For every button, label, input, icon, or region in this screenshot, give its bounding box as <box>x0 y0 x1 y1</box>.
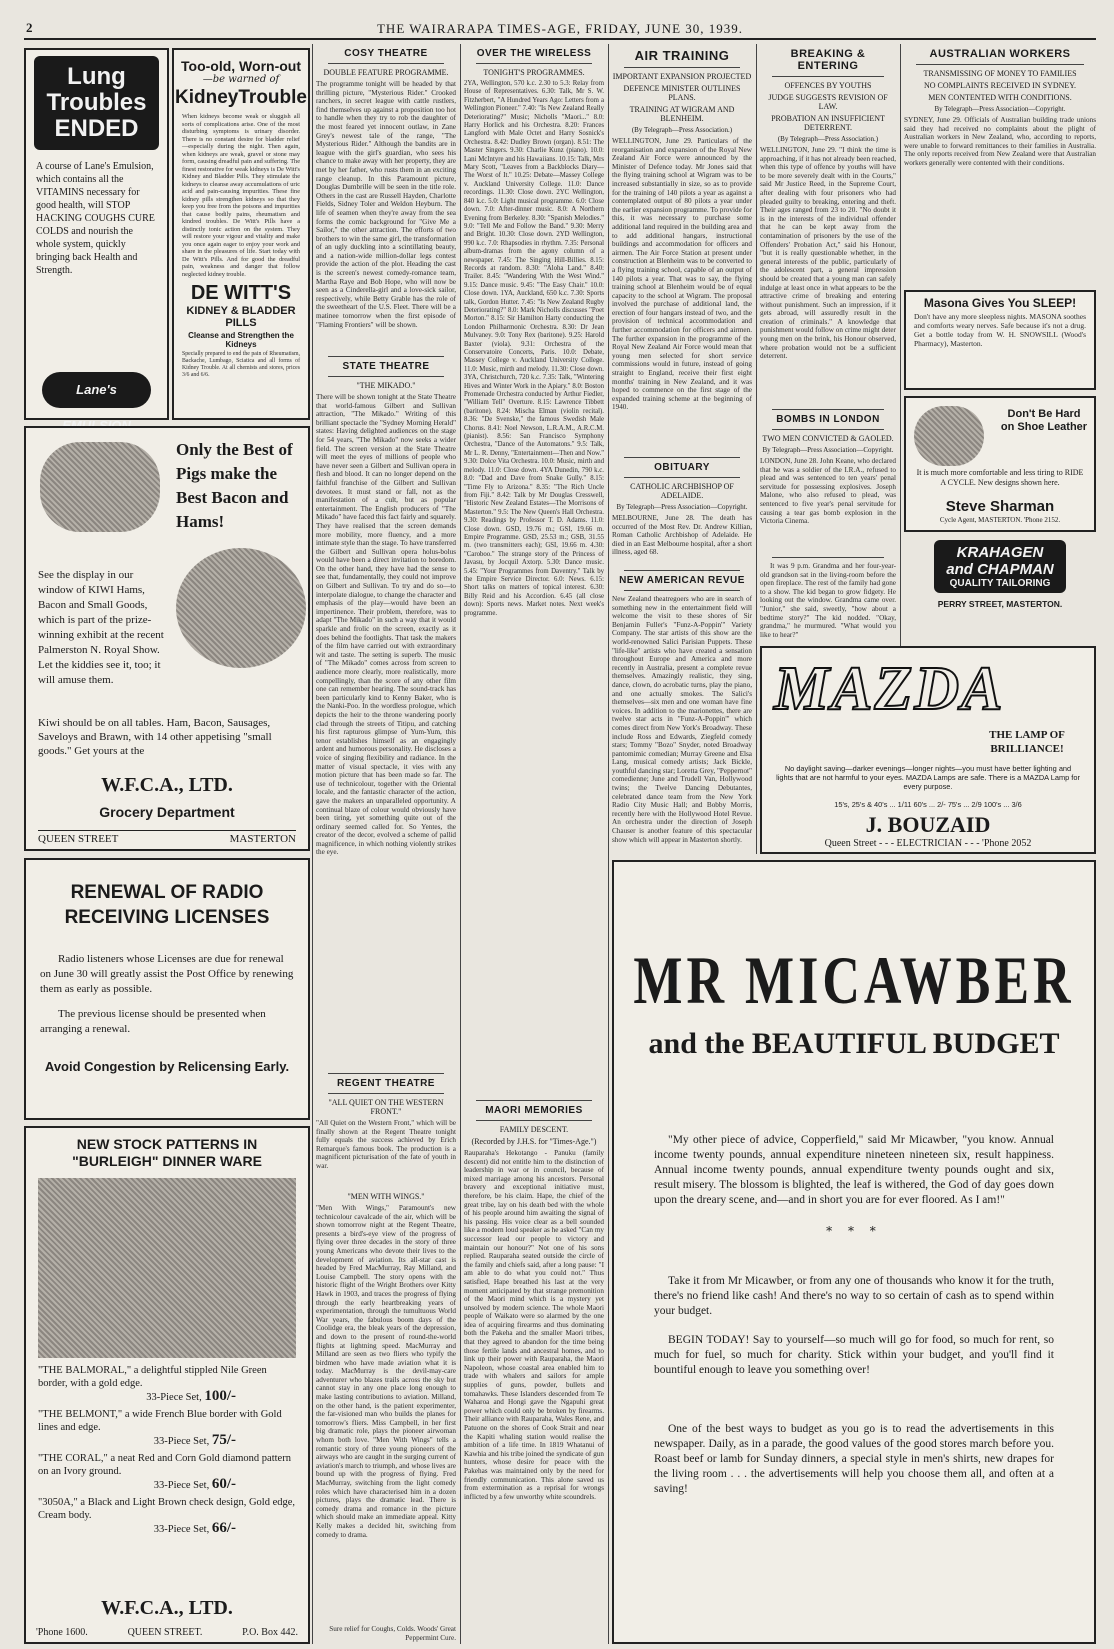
state-body: There will be shown tonight at the State Theatre that world-famous Gilbert and Sullivan attraction, "The Mikado." Writing of this brilliant spectacle the "Sydney Morning Herald" states: Having delighted audiences on the stage for 54 years, "The Mikado" now seeks a wider field. The screen version at the State Theatre will meet the eyes of millions of people who have never seen a Gilbert and Sullivan opera in flesh and blood. It can no longer depend on the faithful franchise of the Gilbert and Sullivan devotees. It must stand or fall, not as the manifestation of a cult, but as popular entertainment. The English producers of "The Mikado" have faced this fact fairly and squarely. They have realised that the screen demands more mobility, more fluency, and a more intimate style than the stage. To have transferred the Gilbert and Sullivan opera holus-bolus would have been a direct invitation to boredom. On the other hand, they have had the sense to see that, fundamentally, they could not improve on Gilbert and Sullivan. To try and do so—to interpolate dialogue, to change the character and emphasis of the play—would have been an impertinence. Their problem, therefore, was to adapt "The Mikado" in such a way that it would sparkle and frolic on the screen, exactly as it does behind the footlights. That task the makers of the film have carried out with extraordinary wit and taste. The setting is superb. The music of "The Mikado" comes across from screen to audience more clearly, more realistically, more compellingly, than the score of any other film one can remember hearing. The sound-track has been particularly kind to Kenny Baker, who is the Nanki-Poo. In the wordless prologue, which depicts the heir to the throne wandering poorly clad through the streets of Titipu, and catching his first rapturous glimpse of Yum-Yum, this tenor establishes himself as an engagingly ardent and humorous personality. He discloses a voice of singing flexibility and radiance. In the matter of visual spectacle, it vies with any motion picture that has been made so far. The use of technicolour, together with the Oriental locale, and the fantastic character of the action, gave the makers an unparalleled opportunity. A continual blaze of colour would obviously have been tiring, yet something quite out of the ordinary seemed called for. So Yentes, the creator of the decor, evolved a scheme of pallid magnificence, in which nothing violently strikes the eye. <box>316 393 456 857</box>
dewitts-line3: KidneyTrouble <box>175 87 307 108</box>
lanes-logo: Lane's <box>42 372 151 408</box>
krahagen-chapman-ad <box>904 540 1096 632</box>
wireless-body: 2YA, Wellington, 570 k.c. 2.30 to 5.3: Relay from House of Representatives. 6.30: Talk, Mr S. W. Fitzherbert, "A Hundred Years Ago: Letters from a Wellington Pioneer." 7.40: "Is New Zealand Really Deteriorating?" Music; Nicholls "Maori..." 8.0: Harry Horlick and his Orchestra. 8.20: Frances Langford with Male Octet and Harry Sosnick's Orchestra. 8.42: Dudley Brown (organ). 8.51: The Master Singers. 9.30: Charlie Kunz (piano). 10.0: Lani McIntyre and his Hawaiians. 10.15: Talk, Mrs Mary Scott, "Leaves from a Backblocks Diary—The Worst of It." 10.25: Debate—Massey College v. Auckland University College. 11.0: Dance recordings. 11.30: Close down. 2YC Wellington, 840 k.c. 5.0: Light musical programme. 6.0: Close down. 7.0: After-dinner music. 8.0: A Northern Evening from Berkeley. 8.30: "Spanish Melodies." 9.0: "Tell Me and Follow the Band." 9.30: Merry and Bright. 10.30: Close down. 2YD Wellington, 990 k.c. 7.0: Rhapsodies in rhythm. 7.35: Personal album-dramas from the agony column of a newspaper. 7.45: The Singing Hill-Billies. 8.15: Records at random. 8.30: "Aloha Land." 8.40: Trailer. 8.45: "Wandering With the West Wind." 9.15: Dance music. 9.45: "The Easy Chair." 10.0: Close down. 1YA, Auckland, 650 k.c. 7.30: Sports talk, Gordon Hutter. 7.45: "Is New Zealand Rugby Deteriorating?" 8.0: Mark Nicholls discusses "Poet Morton." 8.15: Sir Hamilton Harty conducting the London Philharmonic Orchestra. 8.30: Dr Jean Mulvaney. 9.0: Tony Rex (baritone). 9.25: Harold Baxter (viola). 9.31: Orchestra of the Conservatoire Concerts, Paris. 10.0: Debate, Massey College v. Auckland University College. 11.0: Music, mirth and melody. 11.30: Close down. 3YA, Christchurch, 720 k.c. 7.35: Talk, "Wintering Hives and Winter Work in the Apiary." 8.0: Boston Promenade Orchestra conducted by Arthur Fiedler, "William Tell" Overture. 8.15: Lawrence Tibbett (baritone). 8.24: Mischa Elman (violin recital). 8.36: "De Svenske," the famous Swedish Male Chorus. 8.41: Noel Newson, L.R.A.M., A.R.C.M. (pianist). 8.56: San Francisco Symphony Orchestra, "Dance of the Automatons." 9.5: Talk, Mr L. R. Denny, "Entertainment—Then and Now." 9.30: Dolce Vita Orchestra. 10.0: Music, mirth and melody. 11.0: Close down. 4YA Dunedin, 790 k.c. 8.0: "Dad and Dave from Snake Gully." 8.15: "Time Fly to Arizona." 8.35: "The Rich Uncle from Fiji." 8.42: Talk by Mr Douglas Cresswell, "Historic New Zealand Estates—The Morrisons of Masterton." 9.5: The New Queen's Hall Orchestra. 9.30: Readings by Professor T. D. Adams. 11.0: Close down. GSD, 19.76 m.; GSI, 19.66 m. Empire Programme. GSD, 25.53 m.; GSB, 31.55 m. (two transmitters each); GSI, 19.66 m. 4.30: "Caroboo." The strange story of the Princess of Javasu, by Jocquil Axtorp. 5.30: Dance music. 5.45: "Your Programmes from Daventry." Talk by the Empire Service Director. 6.0: News. 6.15: Short talks on matters of topical interest. 6.30: Billy Reid and his Accordion. 6.45 (all close down): Sports news. Market notes. Next week's programme. <box>464 80 604 617</box>
sharman-sub: Cycle Agent, MASTERTON. 'Phone 2152. <box>939 516 1061 524</box>
grocery-dept: Grocery Department <box>99 804 235 820</box>
state-heading: STATE THEATRE <box>342 361 430 372</box>
burleigh-item-desc: "3050A," a Black and Light Brown check design, Gold edge, Cream body. <box>38 1497 296 1521</box>
cosy-heading: COSY THEATRE <box>344 48 428 59</box>
revue-body: New Zealand theatregoers who are in search of something new in the entertainment field will welcome the visit to these shores of Sir Benjamin Fuller's "Funz-A-Poppin'" Variety Company. The star artists of this show are the world-renowned Salici Parisian Puppets. These "life-like" artists who have created a sensation throughout Europe and America and more recently in Australia, present a complete revue themselves. Amazingly realistic, they sing, dance, clown, do acrobatic turns, play the piano, and one actually smokes. The Salici's themselves—six men and one woman have fine voices. In addition to the marionettes, there are twelve star acts in "Funz-A-Poppin'" which comes direct from New York's Broadway. These include Ross and Edwards, Ziegfeld comedy stars; Tommy "Bozo" Snyder, noted Broadway pantomimic comedian; Murray Greene and Elsa Lang, musical comedy artists; Jack Bickle, youthful dancing star; Loretta Grey, "Peppernot" comedienne; June and Trudell Van, Hollywood twins; the Twelve Dancing Debutantes, celebrated dance team from the New York Radio City Music Hall; and Bobby Morris, recently here with the Hollywood Hotel Revue. An orchestra under the direction of Joseph Chauser is another feature of this spectacular show which will appear in Masterton shortly. <box>612 595 752 844</box>
column-rule <box>608 44 609 1644</box>
obituary-body: MELBOURNE, June 28. The death has occurred of the Most Rev. Dr. Andrew Killian, Roman Catholic Archbishop of Adelaide. He died in an East Melbourne hospital, after a short illness, aged 68. <box>612 514 752 557</box>
krahagen-line1: KRAHAGEN <box>956 544 1044 561</box>
radio-p1: Radio listeners whose Licenses are due for renewal on June 30 will greatly assist the Post Office by renewing them as early as possible. <box>40 953 294 995</box>
regent-heading: REGENT THEATRE <box>337 1078 435 1089</box>
micawber-p4: One of the best ways to budget as you go is to read the advertisements in this newspaper. Daily, as in a parade, the good values of the good stores march before you. Roast beef or lamb for Sunday dinners, a special style in men's shirts, new drapes for the living room . . . the advertisements will help you choose them all, and often at a saving! <box>654 1423 1054 1495</box>
micawber-p2: Take it from Mr Micawber, or from any one of thousands who know it for the truth, there's no friend like cash! And there's no way to so certain of cash as to spend within your budget. <box>654 1275 1054 1317</box>
burleigh-item <box>38 1408 296 1448</box>
bombs-sub: TWO MEN CONVICTED & GAOLED. <box>762 434 894 443</box>
burleigh-item-price: 60/- <box>211 1476 236 1492</box>
burleigh-item-desc: "THE BELMONT," a wide French Blue border with Gold lines and edge. <box>38 1409 282 1433</box>
dewitts-ad <box>172 48 310 420</box>
workers-column <box>904 46 1096 286</box>
sharman-title: Don't Be Hard on Shoe Leather <box>1000 408 1088 433</box>
cosy-sub: DOUBLE FEATURE PROGRAMME. <box>323 68 449 77</box>
workers-sub2: NO COMPLAINTS RECEIVED IN SYDNEY. <box>923 81 1077 90</box>
burleigh-phone: 'Phone 1600. <box>36 1627 88 1638</box>
burleigh-item-price: 66/- <box>211 1520 236 1536</box>
maori-body: Rauparaha's Hekotango - Panuku (family descent) did not entitle him to the distinction of leadership in war or in council, because of mixed marriage among his ancestors. Personal bravery and exceptional initiative must, therefore, be his claim. Hape, the chief of the great tribe, lay on his death bed with the whole of his people around him awaiting the signal of his passing. His voice clear as a bell sounded like a modern loud speaker as he asked "Can my successor lead our people to victory and maintain our honour?" Not one of his sons replied. Rauparaha seated outside the circle of the family and chiefs said, after a long pause: "I am able to do what you could not." Thus satisfied, Hape breathed his last at the very moment anticipated by that strange premonition of the Maori mind which is a mystery yet unsolved by modern science. The whole Maori people of Waikato were so alarmed by the one idea of acquiring firearms and thus dominating both the Pakeha and the smaller Maori tribes, that they agreed to abandon for the time being those fertile lands and ancestral homes, and to link up their power with Rauparaha, the Maori Napoleon, whose coastal area enabled him to trade with whalers and sailors for ample supplies of guns, powder, bullets and tomahawks. These Islanders descended from Te Waharoa and Hongi gave the Ngapuhi great power which could only be broken by firearms. Their alliance with Rauparaha, Wales Rene, and Patuone on the shores of Cook Strait and near the Kapiti whaling station would realise the ambition of a life time. In 1819 Whatanui of Kawhia and his tribe joined the syndicate of gun hunters, whose desire for peace with the Pakehas was maintained only by the need for friendly communication. This alone saved us from extermination as a reprisal for wrongs inflicted by a few unworthy white scoundrels. <box>464 1149 604 1501</box>
column-rule <box>460 44 461 1644</box>
air-sub: IMPORTANT EXPANSION PROJECTED <box>612 72 752 81</box>
lanes-title: Lung Troubles ENDED <box>34 56 159 150</box>
ham-platter-icon <box>176 548 306 668</box>
krahagen-line3: QUALITY TAILORING <box>949 578 1051 589</box>
burleigh-item-set: 33-Piece Set, <box>153 1436 210 1447</box>
burleigh-item-price: 100/- <box>204 1388 236 1404</box>
breaking-byline: (By Telegraph—Press Association.) <box>777 135 879 143</box>
burleigh-item <box>38 1364 296 1404</box>
masona-ad <box>904 290 1096 390</box>
column-rule <box>312 44 313 1644</box>
page-number: 2 <box>26 20 33 35</box>
burleigh-title: NEW STOCK PATTERNS IN "BURLEIGH" DINNER WARE <box>72 1136 262 1169</box>
regent-body2: "Men With Wings," Paramount's new technicolour cavalcade of the air, which will be shown tomorrow night at the Regent Theatre, presents a bird's-eye view of the progress of flying over three decades in the story of three young Americans who devote their lives to the development of aviation. Its all-star cast is headed by Fred MacMurray, Ray Milland, and Louise Campbell. The story opens with the historic flight of the Wright Brothers over Kitty Hawk in 1903, and traces the progress of flying through the early heartbreaking years of experimentation, through the tumultuous World War years, the fabulous boom days of the Coolidge era, the bleak years of the depression, and down to the present of round-the-world flights at lightning speed. MacMurray and Milland are seen as two fliers who typify the birdmen who have made aviation what it is today. MacMurray is the devil-may-care adventurer who blazes trails across the sky but cannot stay in any one place long enough to make lasting contributions to aviation. Milland, on the other hand, is the patient experimenter, the far-visioned man who builds the planes for tomorrow's fliers. Miss Campbell, in her first big dramatic role, plays the pioneer airwoman whom both love. "Men With Wings" tells a romantic story of three young pioneers of the airways who are caught in the surging current of aviation's march to triumph, and whose lives are bound up with the progress of flying. Fred MacMurray, switching from the light comedy roles which have characterised him in a dozen pictures, plays the dramatic lead. There is comedy drama and romance in the picture which should make an immediate appeal. Kitty Kelly makes a decided hit, switching from comedy to drama. <box>316 1204 456 1539</box>
mazda-body: No daylight saving—darker evenings—longer nights—you must have better lighting and lights that are not harmful to your eyes. MAZDA Lamps are safe. There is a MAZDA Lamp for every purpose. <box>776 764 1080 791</box>
regent-body: "All Quiet on the Western Front," which will be finally shown at the Regent Theatre tonight fully equals the success achieved by Erich Remarque's famous book. The production is a magnificent picturisation of the fate of youth in war. <box>316 1119 456 1170</box>
micawber-budget-ad <box>612 860 1096 1644</box>
burleigh-box: P.O. Box 442. <box>242 1627 298 1638</box>
radio-p2: The previous license should be presented when arranging a renewal. <box>40 1008 266 1035</box>
revue-heading: NEW AMERICAN REVUE <box>619 575 745 586</box>
bombs-body: LONDON, June 28. John Keane, who declared that he was a soldier of the I.R.A., refused to plead and was sentenced to ten years' penal servitude for possessing explosives. Joseph Malone, who also refused to plead, was sentenced to five year's penal servitude for causing a tear gas bomb explosion in the Victoria Cinema. <box>760 457 896 526</box>
bombs-heading: BOMBS IN LONDON <box>776 414 880 425</box>
bacon-street: QUEEN STREET <box>38 833 119 845</box>
workers-sub: TRANSMISSING OF MONEY TO FAMILIES <box>923 69 1077 78</box>
shoe-illustration-icon <box>914 406 984 466</box>
state-sub: "THE MIKADO." <box>356 381 416 390</box>
mazda-tagline: THE LAMP OF BRILLIANCE! <box>989 729 1065 755</box>
bacon-body2: Kiwi should be on all tables. Ham, Bacon, Sausages, Saveloys and Brawn, with 14 other appetising "small goods." Get yours at the <box>38 717 272 757</box>
mazda-address: Queen Street - - - ELECTRICIAN - - - 'Phone 2052 <box>824 838 1032 849</box>
burleigh-item-set: 33-Piece Set, <box>153 1480 210 1491</box>
bacon-body: See the display in our window of KIWI Hams, Bacon and Small Goods, which is part of the prize-winning exhibit at the recent Palmerston N. Royal Show. Let the kiddies see it, too; it will amuse them. <box>38 569 164 686</box>
regent-sub: "ALL QUIET ON THE WESTERN FRONT." <box>328 1098 444 1116</box>
breaking-sub3: PROBATION AN INSUFFICIENT DETERRENT. <box>771 114 885 132</box>
micawber-quote: "My other piece of advice, Copperfield," said Mr Micawber, "you know. Annual income twenty pounds, annual expenditure nineteen nineteen six, result happiness. Annual income twenty pounds, annual expenditure twenty pounds ought and six, result misery. The blossom is blighted, the leaf is withered, the God of day goes down upon the dreary scene, and—and in short you are for ever floored. As I am!" <box>654 1134 1054 1206</box>
air-sub3: TRAINING AT WIGRAM AND BLENHEIM. <box>629 105 735 123</box>
burleigh-item <box>38 1452 296 1492</box>
theatre-column <box>316 46 456 1644</box>
dewitts-tagline: Cleanse and Strengthen the Kidneys <box>188 331 294 349</box>
radio-title: RENEWAL OF RADIO RECEIVING LICENSES <box>64 882 270 928</box>
micawber-title: MR MICAWBER <box>633 944 1075 1019</box>
maori-sub: FAMILY DESCENT. <box>499 1125 569 1134</box>
dewitts-fineprint: Specially prepared to end the pain of Rheumatism, Backache, Lumbago, Sciatica and all forms of Kidney Trouble. At all chemists and stores, prices 3/6 and 6/6. <box>182 351 300 378</box>
dewitts-brand2: KIDNEY & BLADDER PILLS <box>186 305 296 329</box>
breaking-heading: BREAKING & ENTERING <box>790 48 866 72</box>
mazda-ad <box>760 646 1096 854</box>
maori-byline: (Recorded by J.H.S. for "Times-Age.") <box>471 1137 597 1146</box>
workers-body: SYDNEY, June 29. Officials of Australian building trade unions said they had received no complaints about the plight of Australian workers in New Zealand, who, according to reports, were unable to forward remittances to their families in Australia. The only reports received from New Zealand were that Australian workers generally were contented with their conditions. <box>904 116 1096 167</box>
bombs-byline: By Telegraph—Press Association—Copyright. <box>762 446 894 454</box>
burleigh-item-set: 33-Piece Set, <box>146 1392 202 1403</box>
obituary-byline: By Telegraph—Press Association—Copyright. <box>616 503 748 511</box>
dewitts-brand: DE WITT'S <box>190 282 292 304</box>
burleigh-brand: W.F.C.A., LTD. <box>101 1597 233 1619</box>
lanes-emulsion-ad <box>24 48 169 420</box>
sharman-cycle-ad <box>904 396 1096 532</box>
breaking-sub: OFFENCES BY YOUTHS <box>784 81 872 90</box>
dinnerware-photo-icon <box>38 1178 296 1358</box>
burleigh-item-desc: "THE BALMORAL," a delightful stippled Nile Green border, with a gold edge. <box>38 1365 267 1389</box>
sharman-brand: Steve Sharman <box>945 498 1055 515</box>
dewitts-body: When kidneys become weak or sluggish all sorts of complications arise. One of the most disturbing symptoms is urinary disorder. There is no constant desire for bladder relief—especially during the night. Then again, when kidneys are weak, gravel or stone may form, causing dreadful pain and suffering. The finest restorative for weak kidneys is De Witt's Kidney and Bladder Pills. They stimulate the kidneys to cleanse away accumulations of uric acid and pain-causing impurities. These fine kidney pills strengthen kidneys so that they keep you free from the poisons and impurities that cause bodily pains, rheumatism and kindred troubles. De Witt's Pills have a distinctly tonic action on the system. They will restore your vigour and vitality and make you once again eager to enjoy your work and share in the pleasures of life. Start today with De Witt's Pills. And for good the dreadful pain, weakness and danger that follow neglected kidney trouble. <box>182 113 300 278</box>
micawber-subtitle: and the BEAUTIFUL BUDGET <box>648 1027 1060 1060</box>
lanes-body: A course of Lane's Emulsion, which contains all the VITAMINS necessary for good health, will STOP HACKING COUGHS CURE COLDS and nourish the whole system, quickly bringing back Health and Strength. <box>36 161 155 276</box>
grandma-story: It was 9 p.m. Grandma and her four-year-old grandson sat in the living-room before the open fireplace. The rest of the family had gone to a show. The kid began to grow fidgety. He looking out the window. Grandma came over. "Junior," she said, sweetly, "how about a bedtime story?" The kid nodded. "Okay, grandma," he murmured. "What would you like to hear?" <box>760 562 896 639</box>
micawber-p3: BEGIN TODAY! Say to yourself—so much will go for food, so much for rent, so much for fuel, so much for charity. Stick within your budget, and you'll find it bountiful enough to leave you something over! <box>654 1334 1054 1376</box>
pig-illustration-icon <box>40 442 160 532</box>
air-training-column <box>612 46 752 854</box>
mazda-logo: MAZDA <box>774 655 1005 723</box>
burleigh-item-set: 33-Piece Set, <box>153 1524 210 1535</box>
burleigh-item <box>38 1496 296 1536</box>
masthead: THE WAIRARAPA TIMES-AGE, FRIDAY, JUNE 30, 1939. <box>376 21 744 36</box>
bacon-headline: Only the Best of Pigs make the Best Bacon and Hams! <box>176 440 293 531</box>
burleigh-item-price: 75/- <box>211 1432 236 1448</box>
wfca-bacon-ad <box>24 426 310 851</box>
masthead-bar <box>24 18 1096 40</box>
sharman-body: It is much more comfortable and less tiring to RIDE A CYCLE. New designs shown here. <box>916 468 1084 487</box>
air-heading: AIR TRAINING <box>634 48 730 63</box>
burleigh-ad <box>24 1126 310 1644</box>
cosy-body: The programme tonight will be headed by that thrilling picture, "Mysterious Rider." Crooked ranchers, in secret league with cattle rustlers, find themselves up against a proposition too hot to handle when they try to rob the daughter of the most feared yet innocent outlaw, in Zane Grey's newest tale of the range, "The Mysterious Rider." Although the bandits are in league with the girl's guardian, who sees his chance to make away with her property, they are met by her father, who rusts them in an exciting range cleanup. In this Paramount picture, Douglas Dumbrille will be seen in the title role. Others in the cast are Russell Hayden, Charlotte Fields, Sidney Toler and Weldon Heyburn. The life of seamen when they're away from the sea forms the comic background for "Give Me a Sailor," the other attraction. The efforts of two brothers to win the same girl, the transformation of an ugly duckling into a scintillating beauty, and a nation-wide million-dollar legs contest provide the action of the plot. Heading the cast is the screen's newest comedy-romance team, Martha Raye and Bob Hope, who will now be seen as a Cinderella-girl and a love-sick sailor, respectively, while Betty Grable has the role of the sweetheart of the U.S. Fleet. There will be a matinee tomorrow when the first episode of "Flaming Frontiers" will be shown. <box>316 80 456 329</box>
workers-heading: AUSTRALIAN WORKERS <box>929 48 1071 60</box>
workers-sub3: MEN CONTENTED WITH CONDITIONS. <box>928 93 1072 102</box>
obituary-heading: OBITUARY <box>654 462 710 473</box>
masona-title: Masona Gives You SLEEP! <box>923 296 1077 310</box>
wireless-sub: TONIGHT'S PROGRAMMES. <box>483 68 585 77</box>
radio-p3: Avoid Congestion by Relicensing Early. <box>44 1059 290 1074</box>
wireless-column <box>464 46 604 1644</box>
dewitts-line2: —be warned of <box>202 74 280 85</box>
masona-body: Don't have any more sleepless nights. MASONA soothes and comforts weary nerves. Safe because it's not a drug. Get a bottle today from W. H. SNOWSILL (Wood's Pharmacy), Masterton. <box>914 312 1086 348</box>
regent-sub2: "MEN WITH WINGS." <box>347 1192 425 1201</box>
breaking-body: WELLINGTON, June 29. "I think the time is approaching, if it has not already been reached, when this type of offence by youths will have to be more severely dealt with in the Courts," said Mr Justice Reed, in the Supreme Court, after dealing with four prisoners who had pleaded guilty to breaking, entering and theft. Their ages ranged from 23 to 20. "No doubt it is in the interests of the individual offender that he can be kept away from the contamination of prisoners by the use of the Offenders' Probation Act," said his Honour, "but it is really questionable whether, in the general interests of the public, particularly of the adolescent part, a general impression should be created that a young man can safely indulge at least once in what appears to be the attractive crime of breaking and entering without punishment. Such an impression, if it gets abroad, will assuredly result in the creation of criminals." A knowledge that punishment would follow on crime might deter young men on the brink, his Honour observed, where probation would not be a sufficient deterrent. <box>760 146 896 361</box>
mazda-dealer: J. BOUZAID <box>865 812 991 837</box>
wfca-brand: W.F.C.A., LTD. <box>101 774 233 796</box>
burleigh-item-desc: "THE CORAL," a neat Red and Corn Gold diamond pattern on an Ivory ground. <box>38 1453 291 1477</box>
krahagen-street: PERRY STREET, MASTERTON. <box>937 599 1063 609</box>
wireless-heading: OVER THE WIRELESS <box>476 48 592 59</box>
bacon-town: MASTERTON <box>229 833 296 845</box>
dewitts-line1: Too-old, Worn-out <box>181 58 301 74</box>
micawber-stars: * * * <box>826 1224 882 1238</box>
column-rule <box>756 44 757 854</box>
air-byline: (By Telegraph—Press Association.) <box>631 126 733 134</box>
air-sub2: DEFENCE MINISTER OUTLINES PLANS. <box>623 84 741 102</box>
peppermint-cure-notice: Sure relief for Coughs, Colds. Woods' Great Peppermint Cure. <box>329 1625 456 1642</box>
workers-byline: By Telegraph—Press Association—Copyright. <box>934 105 1066 113</box>
burleigh-street: QUEEN STREET. <box>127 1627 203 1638</box>
krahagen-line2: and CHAPMAN <box>946 561 1054 578</box>
mazda-prices: 15's, 25's & 40's ... 1/11 60's ... 2/- 75's ... 2/9 100's ... 3/6 <box>834 800 1022 809</box>
obituary-sub: CATHOLIC ARCHBISHOP OF ADELAIDE. <box>630 482 734 500</box>
burleigh-item-list <box>26 1362 308 1538</box>
breaking-sub2: JUDGE SUGGESTS REVISION OF LAW. <box>768 93 888 111</box>
air-body: WELLINGTON, June 29. Particulars of the reorganisation and expansion of the Royal New Zealand Air Force were announced by the Minister of Defence today. Mr Jones said that the flying training school at Wigram was to be increased substantially in size, so as to provide for the training of 140 pilots a year as against a contemplated output of 80 pilots a year under the earlier expansion programme. To provide for this, it was necessary to purchase some additional land required in the building area and to add additional hangars, instructional buildings and accommodation for officers and airmen. The Air Force Station at present under construction at Blenheim was to be converted to a flying training school, capable of an output of 140 pilots a year. That was to say, the flying training school at Blenheim would be of equal capacity to the school at Wigram. The proposal involved the purchase of additional land, the erection of four hangars instead of two, and the provision of technical accommodation and further accommodation for officers and airmen. The further expansion in the programme of the Royal New Zealand Air Force would mean that young men selected for short service commissions would in future, instead of going straight to England, receive their first eight months' training in New Zealand, and it was hoped to commence on the first stage of the expanded training scheme at the beginning of 1940. <box>612 137 752 412</box>
maori-heading: MAORI MEMORIES <box>485 1105 583 1116</box>
radio-license-ad <box>24 858 310 1120</box>
